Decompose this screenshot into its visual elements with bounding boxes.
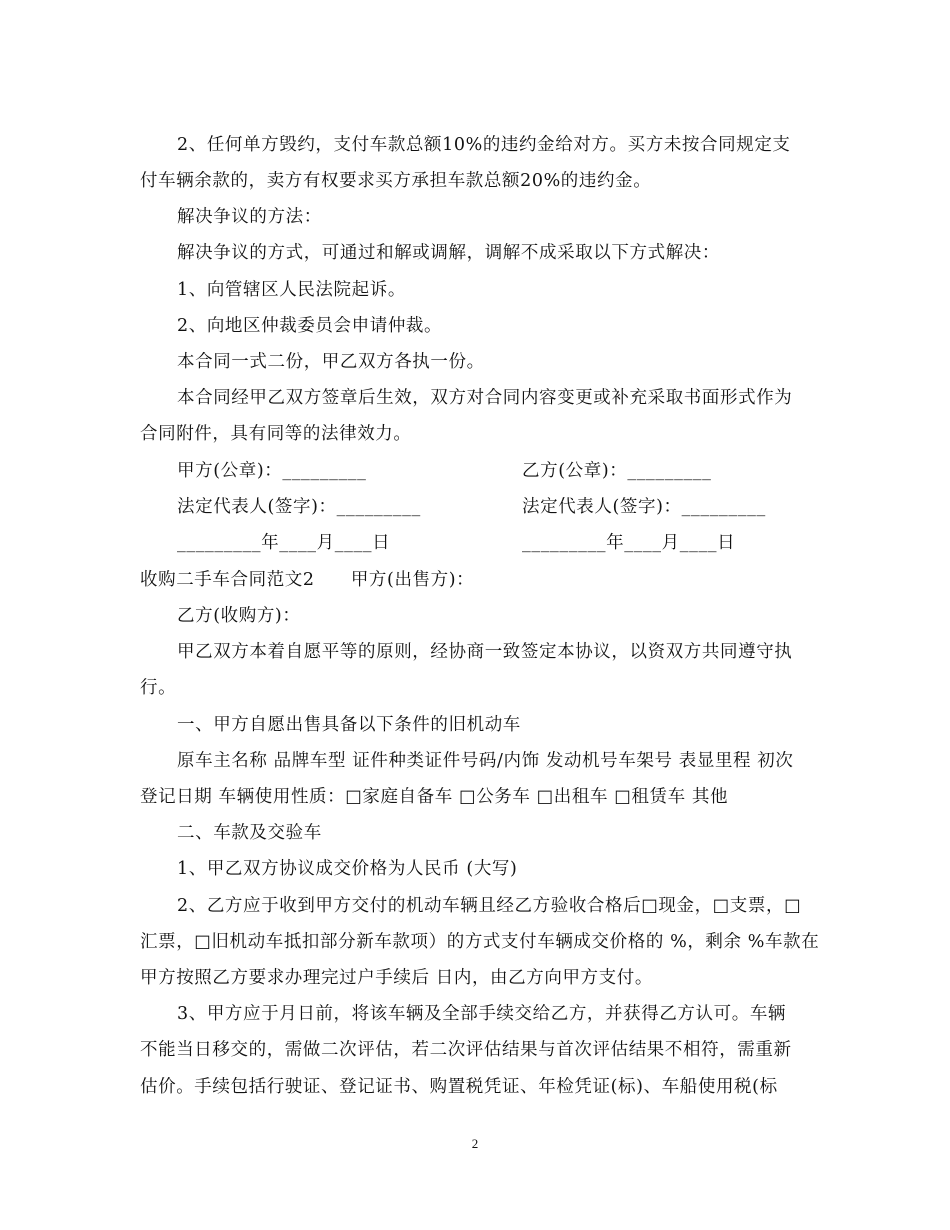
party-b-rep-line: 法定代表人(签字)：_________ [522, 497, 766, 517]
party-a-date-line: _________年____月____日 [177, 533, 391, 553]
paragraph-line: 甲方按照乙方要求办理完过户手续后 日内，由乙方向甲方支付。 [140, 968, 653, 988]
paragraph-line: 行。 [140, 678, 177, 698]
paragraph-line: 付车辆余款的，卖方有权要求买方承担车款总额20%的违约金。 [140, 171, 652, 191]
list-item: 1、甲乙双方协议成交价格为人民币 (大写) [177, 859, 518, 879]
contract-title-line: 收购二手车合同范文2 甲方(出售方)： [140, 570, 475, 590]
paragraph-line: 本合同一式二份，甲乙双方各执一份。 [177, 352, 485, 372]
paragraph-line: 登记日期 车辆使用性质：□家庭自备车 □公务车 □出租车 □租赁车 其他 [140, 787, 729, 807]
paragraph-line: 甲乙双方本着自愿平等的原则，经协商一致签定本协议，以资双方共同遵守执 [177, 642, 793, 662]
party-a-seal-line: 甲方(公章)：_________ [177, 461, 367, 481]
list-item: 2、乙方应于收到甲方交付的机动车辆且经乙方验收合格后□现金，□支票，□ [177, 896, 802, 916]
paragraph-line: 汇票，□旧机动车抵扣部分新车款项）的方式支付车辆成交价格的 %，剩余 %车款在 [140, 932, 820, 952]
paragraph-line: 合同附件，具有同等的法律效力。 [140, 424, 412, 444]
list-item: 3、甲方应于月日前，将该车辆及全部手续交给乙方，并获得乙方认可。车辆 [177, 1004, 787, 1024]
page-number: 2 [471, 1136, 479, 1151]
paragraph-line: 解决争议的方式，可通过和解或调解，调解不成采取以下方式解决： [177, 243, 720, 263]
paragraph-line: 2、任何单方毁约，支付车款总额10%的违约金给对方。买方未按合同规定支 [177, 135, 791, 155]
party-a-rep-line: 法定代表人(签字)：_________ [177, 497, 421, 517]
section-heading: 解决争议的方法： [177, 207, 322, 227]
party-b-date-line: _________年____月____日 [522, 533, 736, 553]
section-heading: 一、甲方自愿出售具备以下条件的旧机动车 [177, 715, 521, 735]
paragraph-line: 本合同经甲乙双方签章后生效，双方对合同内容变更或补充采取书面形式作为 [177, 388, 793, 408]
party-b-seal-line: 乙方(公章)：_________ [522, 461, 712, 481]
list-item: 1、向管辖区人民法院起诉。 [177, 280, 406, 300]
list-item: 2、向地区仲裁委员会申请仲裁。 [177, 316, 443, 336]
paragraph-line: 乙方(收购方)： [177, 606, 301, 626]
paragraph-line: 估价。手续包括行驶证、登记证书、购置税凭证、年检凭证(标)、车船使用税(标 [140, 1077, 778, 1097]
section-heading: 二、车款及交验车 [177, 823, 322, 843]
paragraph-line: 原车主名称 品牌车型 证件种类证件号码/内饰 发动机号车架号 表显里程 初次 [177, 751, 794, 771]
paragraph-line: 不能当日移交的，需做二次评估，若二次评估结果与首次评估结果不相符，需重新 [140, 1040, 792, 1060]
